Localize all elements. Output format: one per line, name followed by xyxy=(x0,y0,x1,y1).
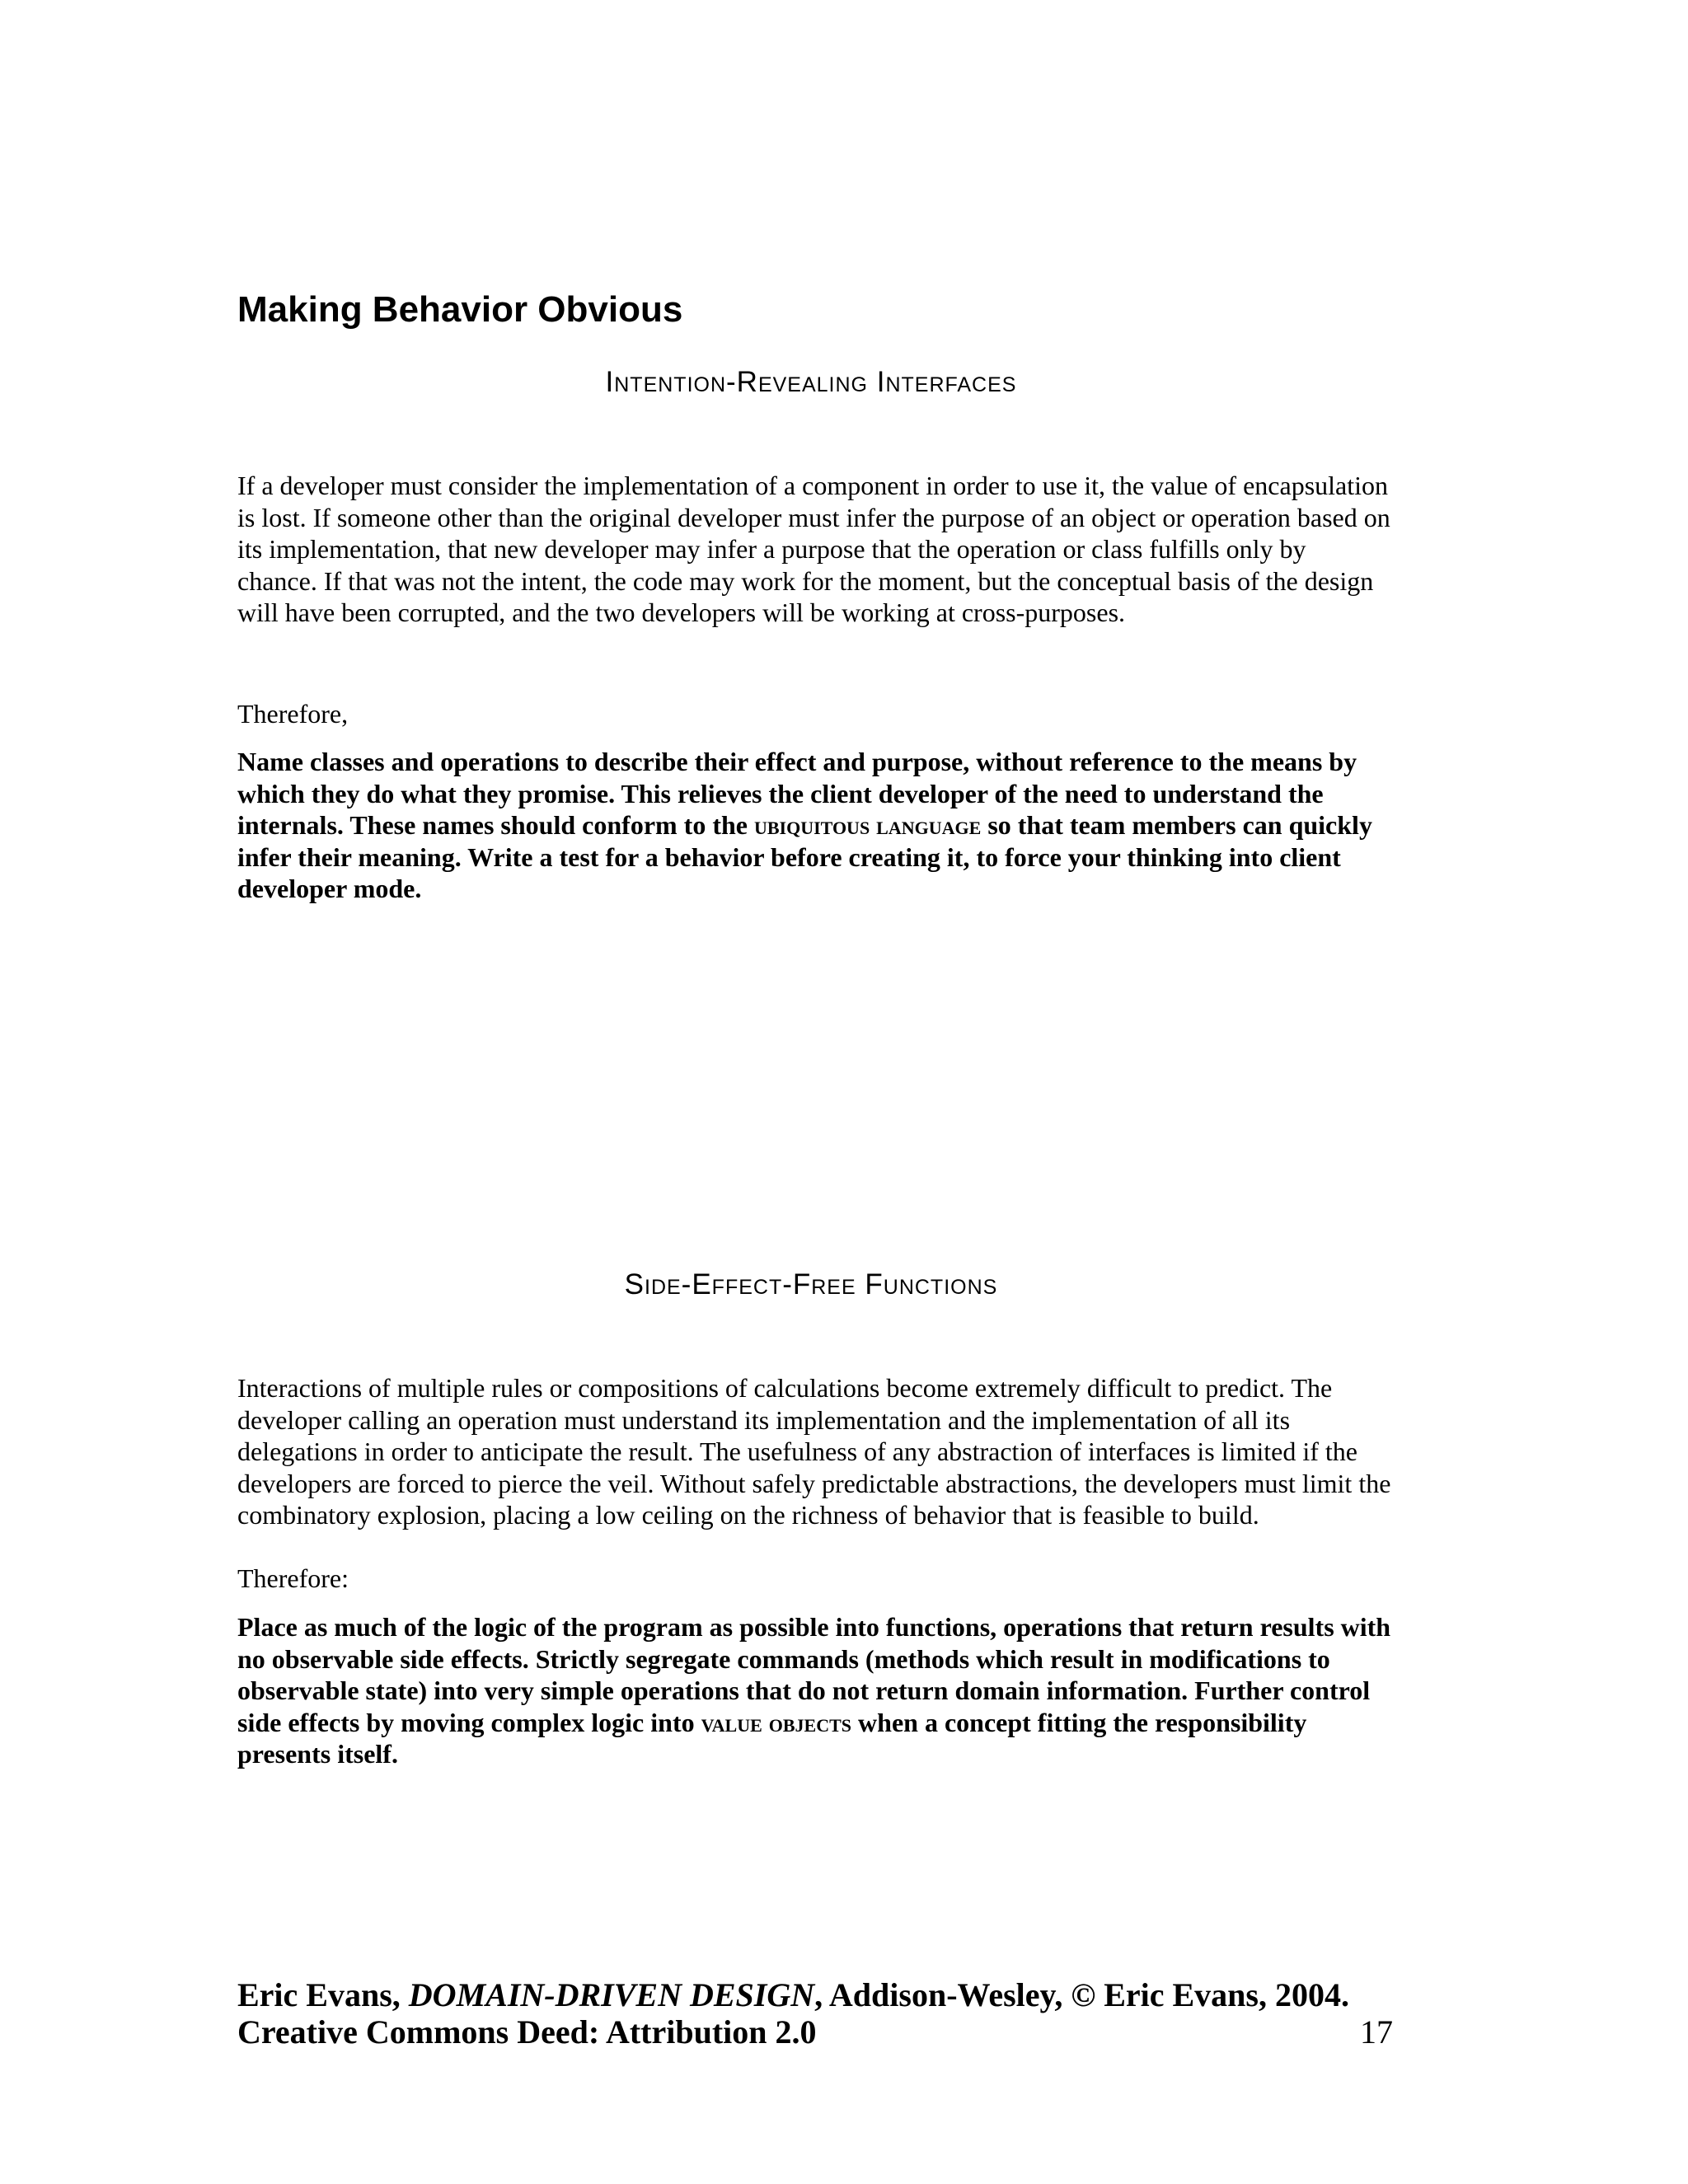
therefore-label-1: Therefore, xyxy=(237,699,349,729)
footer-citation xyxy=(237,1976,1391,2014)
solution-text-end: so that team members can quickly infer their meaning. Write a test for a behavior before creating it, to force your thinking into client developer mode. xyxy=(237,810,1372,904)
problem-paragraph-1: If a developer must consider the implementation of a component in order to use it, the value of encapsulation is lost. If someone other than the original developer must infer the purpose of an object or operation based on its implementation, that new developer may infer a purpose that the operation or class fulfills only by chance. If that was not the intent, the code may work for the moment, but the conceptual basis of the design will have been corrupted, and the two developers will be working at cross-purposes. xyxy=(237,471,1390,628)
footer-license: Creative Commons Deed: Attribution 2.0 xyxy=(237,2013,817,2050)
pattern-title-intention-revealing-interfaces: Intention-Revealing Interfaces xyxy=(605,366,1017,398)
footer-book-title: DOMAIN-DRIVEN DESIGN xyxy=(408,1976,815,2013)
page-number: 17 xyxy=(1360,2013,1393,2050)
footer-author: Eric Evans, xyxy=(237,1976,409,2013)
solution-text-start: Place as much of the logic of the program as possible into functions, operations that return results with no observable side effects. Strictly segregate commands (methods which result in modifications to observable state) into very simple operations that do not return domain information. Further control side effects by moving complex logic into xyxy=(237,1612,1391,1737)
therefore-label-2: Therefore: xyxy=(237,1563,349,1593)
problem-paragraph-2: Interactions of multiple rules or compositions of calculations become extremely difficult to predict. The developer calling an operation must understand its implementation and the implementation of all its delegations in order to anticipate the result. The usefulness of any abstraction of interfaces is limited if the developers are forced to pierce the veil. Without safely predictable abstractions, the developers must limit the combinatory explosion, placing a low ceiling on the richness of behavior that is feasible to build. xyxy=(237,1373,1391,1530)
section-heading: Making Behavior Obvious xyxy=(237,289,683,330)
solution-text-end: when a concept fitting the responsibility presents itself. xyxy=(237,1707,1307,1769)
pattern-title-side-effect-free-functions: Side-Effect-Free Functions xyxy=(624,1268,998,1301)
pattern-reference-value-objects: value objects xyxy=(701,1707,852,1737)
solution-paragraph-1 xyxy=(237,746,1391,905)
solution-text-start: Name classes and operations to describe their effect and purpose, without reference to the means by which they do what they promise. This relieves the client developer of the need to understand the internals. These names should conform to the xyxy=(237,747,1357,841)
pattern-reference-ubiquitous-language: ubiquitous language xyxy=(753,810,982,841)
footer-publisher: , Addison-Wesley, © Eric Evans, 2004. xyxy=(814,1976,1349,2013)
solution-paragraph-2 xyxy=(237,1611,1391,1770)
